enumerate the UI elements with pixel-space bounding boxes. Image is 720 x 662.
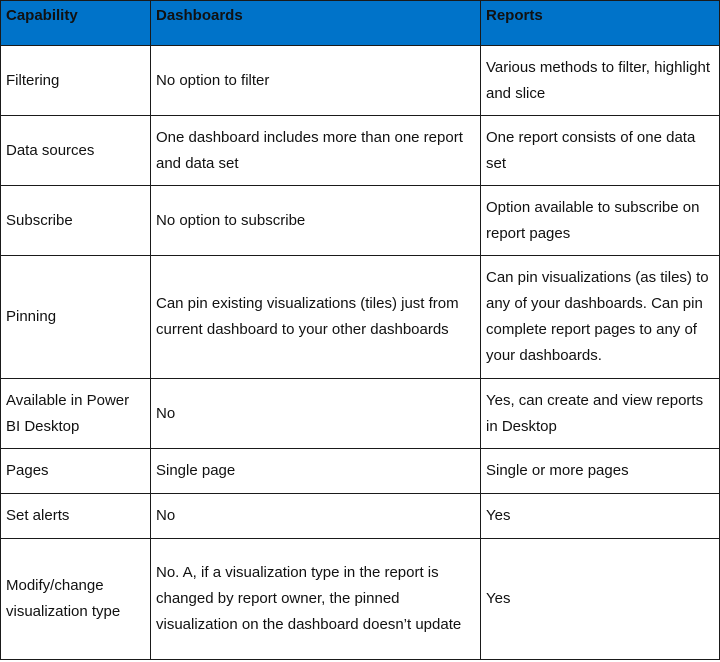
cell-dashboards: One dashboard includes more than one report and data set [151,116,481,186]
table-row [1,186,720,256]
table-row [1,449,720,494]
cell-dashboards: No. A, if a visualization type in the report is changed by report owner, the pinned visualization on the dashboard doesn’t update [151,539,481,660]
cell-capability: Filtering [1,46,151,116]
cell-reports: Yes [481,494,720,539]
cell-capability: Pages [1,449,151,494]
cell-dashboards: No option to filter [151,46,481,116]
cell-capability: Data sources [1,116,151,186]
cell-capability: Modify/change visualization type [1,539,151,660]
table-row [1,116,720,186]
cell-dashboards: No [151,494,481,539]
table-row [1,46,720,116]
cell-reports: One report consists of one data set [481,116,720,186]
cell-dashboards: No option to subscribe [151,186,481,256]
header-reports: Reports [481,1,720,46]
cell-capability: Available in Power BI Desktop [1,379,151,449]
cell-capability: Pinning [1,256,151,379]
table-row [1,494,720,539]
cell-reports: Can pin visualizations (as tiles) to any of your dashboards. Can pin complete report pages to any of your dashboards. [481,256,720,379]
cell-dashboards: Can pin existing visualizations (tiles) just from current dashboard to your other dashboards [151,256,481,379]
header-row [1,1,720,46]
cell-reports: Single or more pages [481,449,720,494]
cell-dashboards: No [151,379,481,449]
cell-reports: Yes [481,539,720,660]
header-capability: Capability [1,1,151,46]
cell-capability: Set alerts [1,494,151,539]
table-row [1,539,720,660]
table-row [1,379,720,449]
cell-reports: Option available to subscribe on report pages [481,186,720,256]
header-dashboards: Dashboards [151,1,481,46]
cell-reports: Various methods to filter, highlight and slice [481,46,720,116]
cell-capability: Subscribe [1,186,151,256]
cell-reports: Yes, can create and view reports in Desktop [481,379,720,449]
cell-dashboards: Single page [151,449,481,494]
table-row [1,256,720,379]
